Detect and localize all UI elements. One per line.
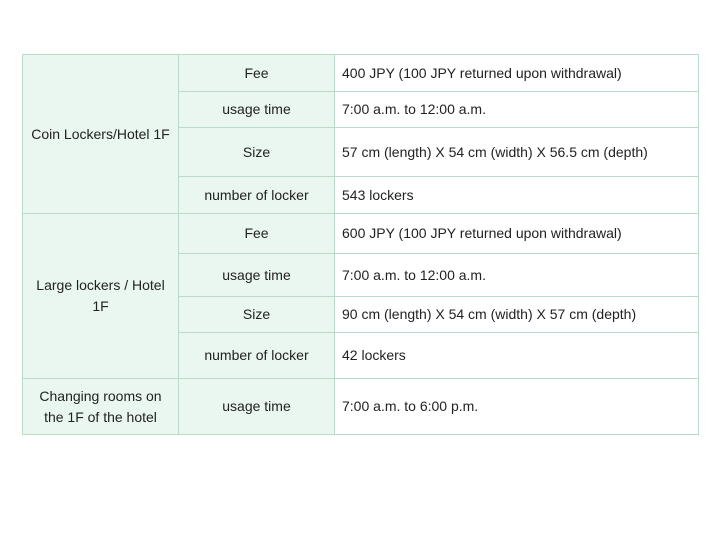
row-value: 400 JPY (100 JPY returned upon withdrawal) [335, 55, 699, 92]
row-value: 543 lockers [335, 177, 699, 214]
row-label: usage time [179, 254, 335, 297]
table-row [23, 55, 699, 92]
locker-info-table [22, 54, 699, 435]
row-value: 7:00 a.m. to 12:00 a.m. [335, 92, 699, 128]
table-row [23, 379, 699, 435]
row-label: number of locker [179, 177, 335, 214]
row-label: number of locker [179, 333, 335, 379]
coin-lockers-group-cell [23, 55, 179, 214]
row-value: 57 cm (length) X 54 cm (width) X 56.5 cm (depth) [335, 128, 699, 177]
row-label: usage time [179, 379, 335, 435]
row-label: Fee [179, 214, 335, 254]
row-value: 90 cm (length) X 54 cm (width) X 57 cm (depth) [335, 297, 699, 333]
row-value: 42 lockers [335, 333, 699, 379]
row-label: Size [179, 128, 335, 177]
row-label: usage time [179, 92, 335, 128]
row-value: 7:00 a.m. to 12:00 a.m. [335, 254, 699, 297]
row-label: Fee [179, 55, 335, 92]
group-title: Large lockers / Hotel 1F [36, 277, 165, 314]
large-lockers-group-cell [23, 214, 179, 379]
row-value: 600 JPY (100 JPY returned upon withdrawal) [335, 214, 699, 254]
group-title: Changing rooms on the 1F of the hotel [39, 387, 162, 425]
group-title: Coin Lockers/Hotel 1F [31, 125, 170, 142]
row-value: 7:00 a.m. to 6:00 p.m. [335, 379, 699, 435]
row-label: Size [179, 297, 335, 333]
table-row [23, 214, 699, 254]
changing-rooms-group-cell [23, 379, 179, 435]
